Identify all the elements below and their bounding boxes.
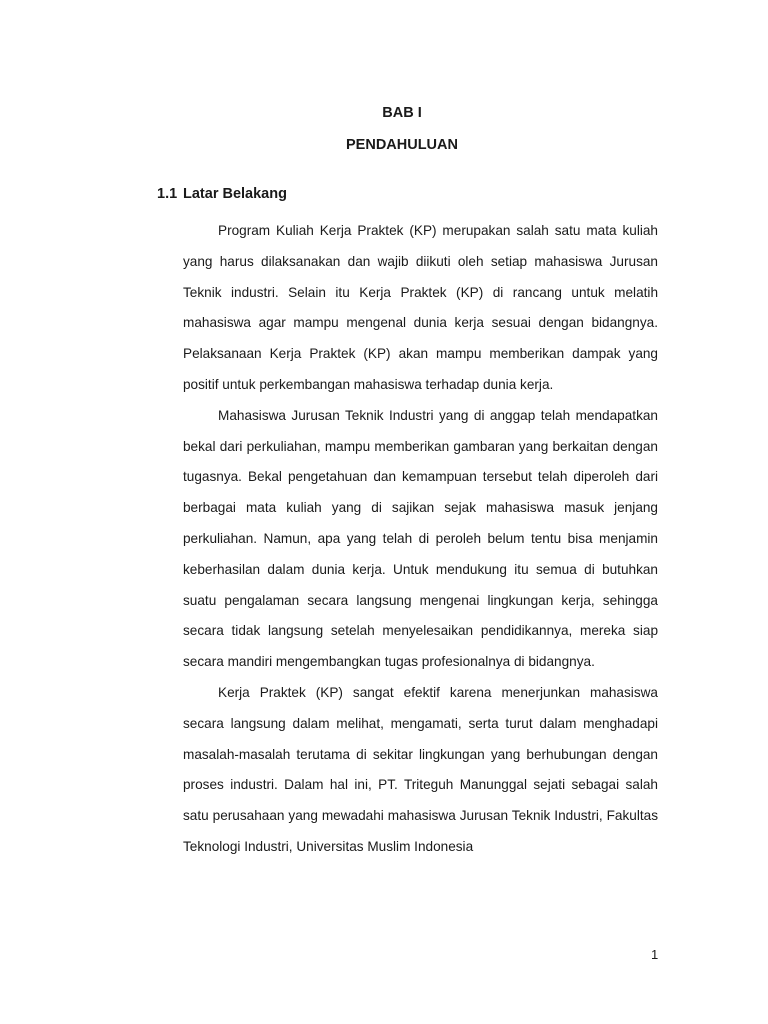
section-number: 1.1 (157, 186, 178, 202)
paragraph: Mahasiswa Jurusan Teknik Industri yang di anggap telah mendapatkan bekal dari perkuliahan, mampu memberikan gambaran yang berkaitan dengan tugasnya. Bekal pengetahuan dan kemampuan tersebut telah diperoleh dari berbagai mata kuliah yang di sajikan sejak mahasiswa masuk jenjang perkuliahan. Namun, apa yang telah di peroleh belum tentu bisa menjamin keberhasilan dalam dunia kerja. Untuk mendukung itu semua di butuhkan suatu pengalaman secara langsung mengenai lingkungan kerja, sehingga secara tidak langsung setelah menyelesaikan pendidikannya, mereka siap secara mandiri mengembangkan tugas profesionalnya di bidangnya. (183, 407, 658, 670)
chapter-number: BAB I (382, 105, 422, 121)
page-number: 1 (651, 947, 659, 962)
body-text (183, 216, 658, 863)
paragraph: Program Kuliah Kerja Praktek (KP) merupakan salah satu mata kuliah yang harus dilaksanakan dan wajib diikuti oleh setiap mahasiswa Jurusan Teknik industri. Selain itu Kerja Praktek (KP) di rancang untuk melatih mahasiswa agar mampu mengenal dunia kerja sesuai dengan bidangnya. Pelaksanaan Kerja Praktek (KP) akan mampu memberikan dampak yang positif untuk perkembangan mahasiswa terhadap dunia kerja. (183, 223, 658, 392)
section-heading (157, 186, 287, 202)
paragraph: Kerja Praktek (KP) sangat efektif karena menerjunkan mahasiswa secara langsung dalam melihat, mengamati, serta turut dalam menghadapi masalah-masalah terutama di sekitar lingkungan yang berhubungan dengan proses industri. Dalam hal ini, PT. Triteguh Manunggal sejati sebagai salah satu perusahaan yang mewadahi mahasiswa Jurusan Teknik Industri, Fakultas Teknologi Industri, Universitas Muslim Indonesia (183, 684, 658, 854)
chapter-title: PENDAHULUAN (346, 137, 458, 153)
section-title: Latar Belakang (183, 186, 287, 202)
